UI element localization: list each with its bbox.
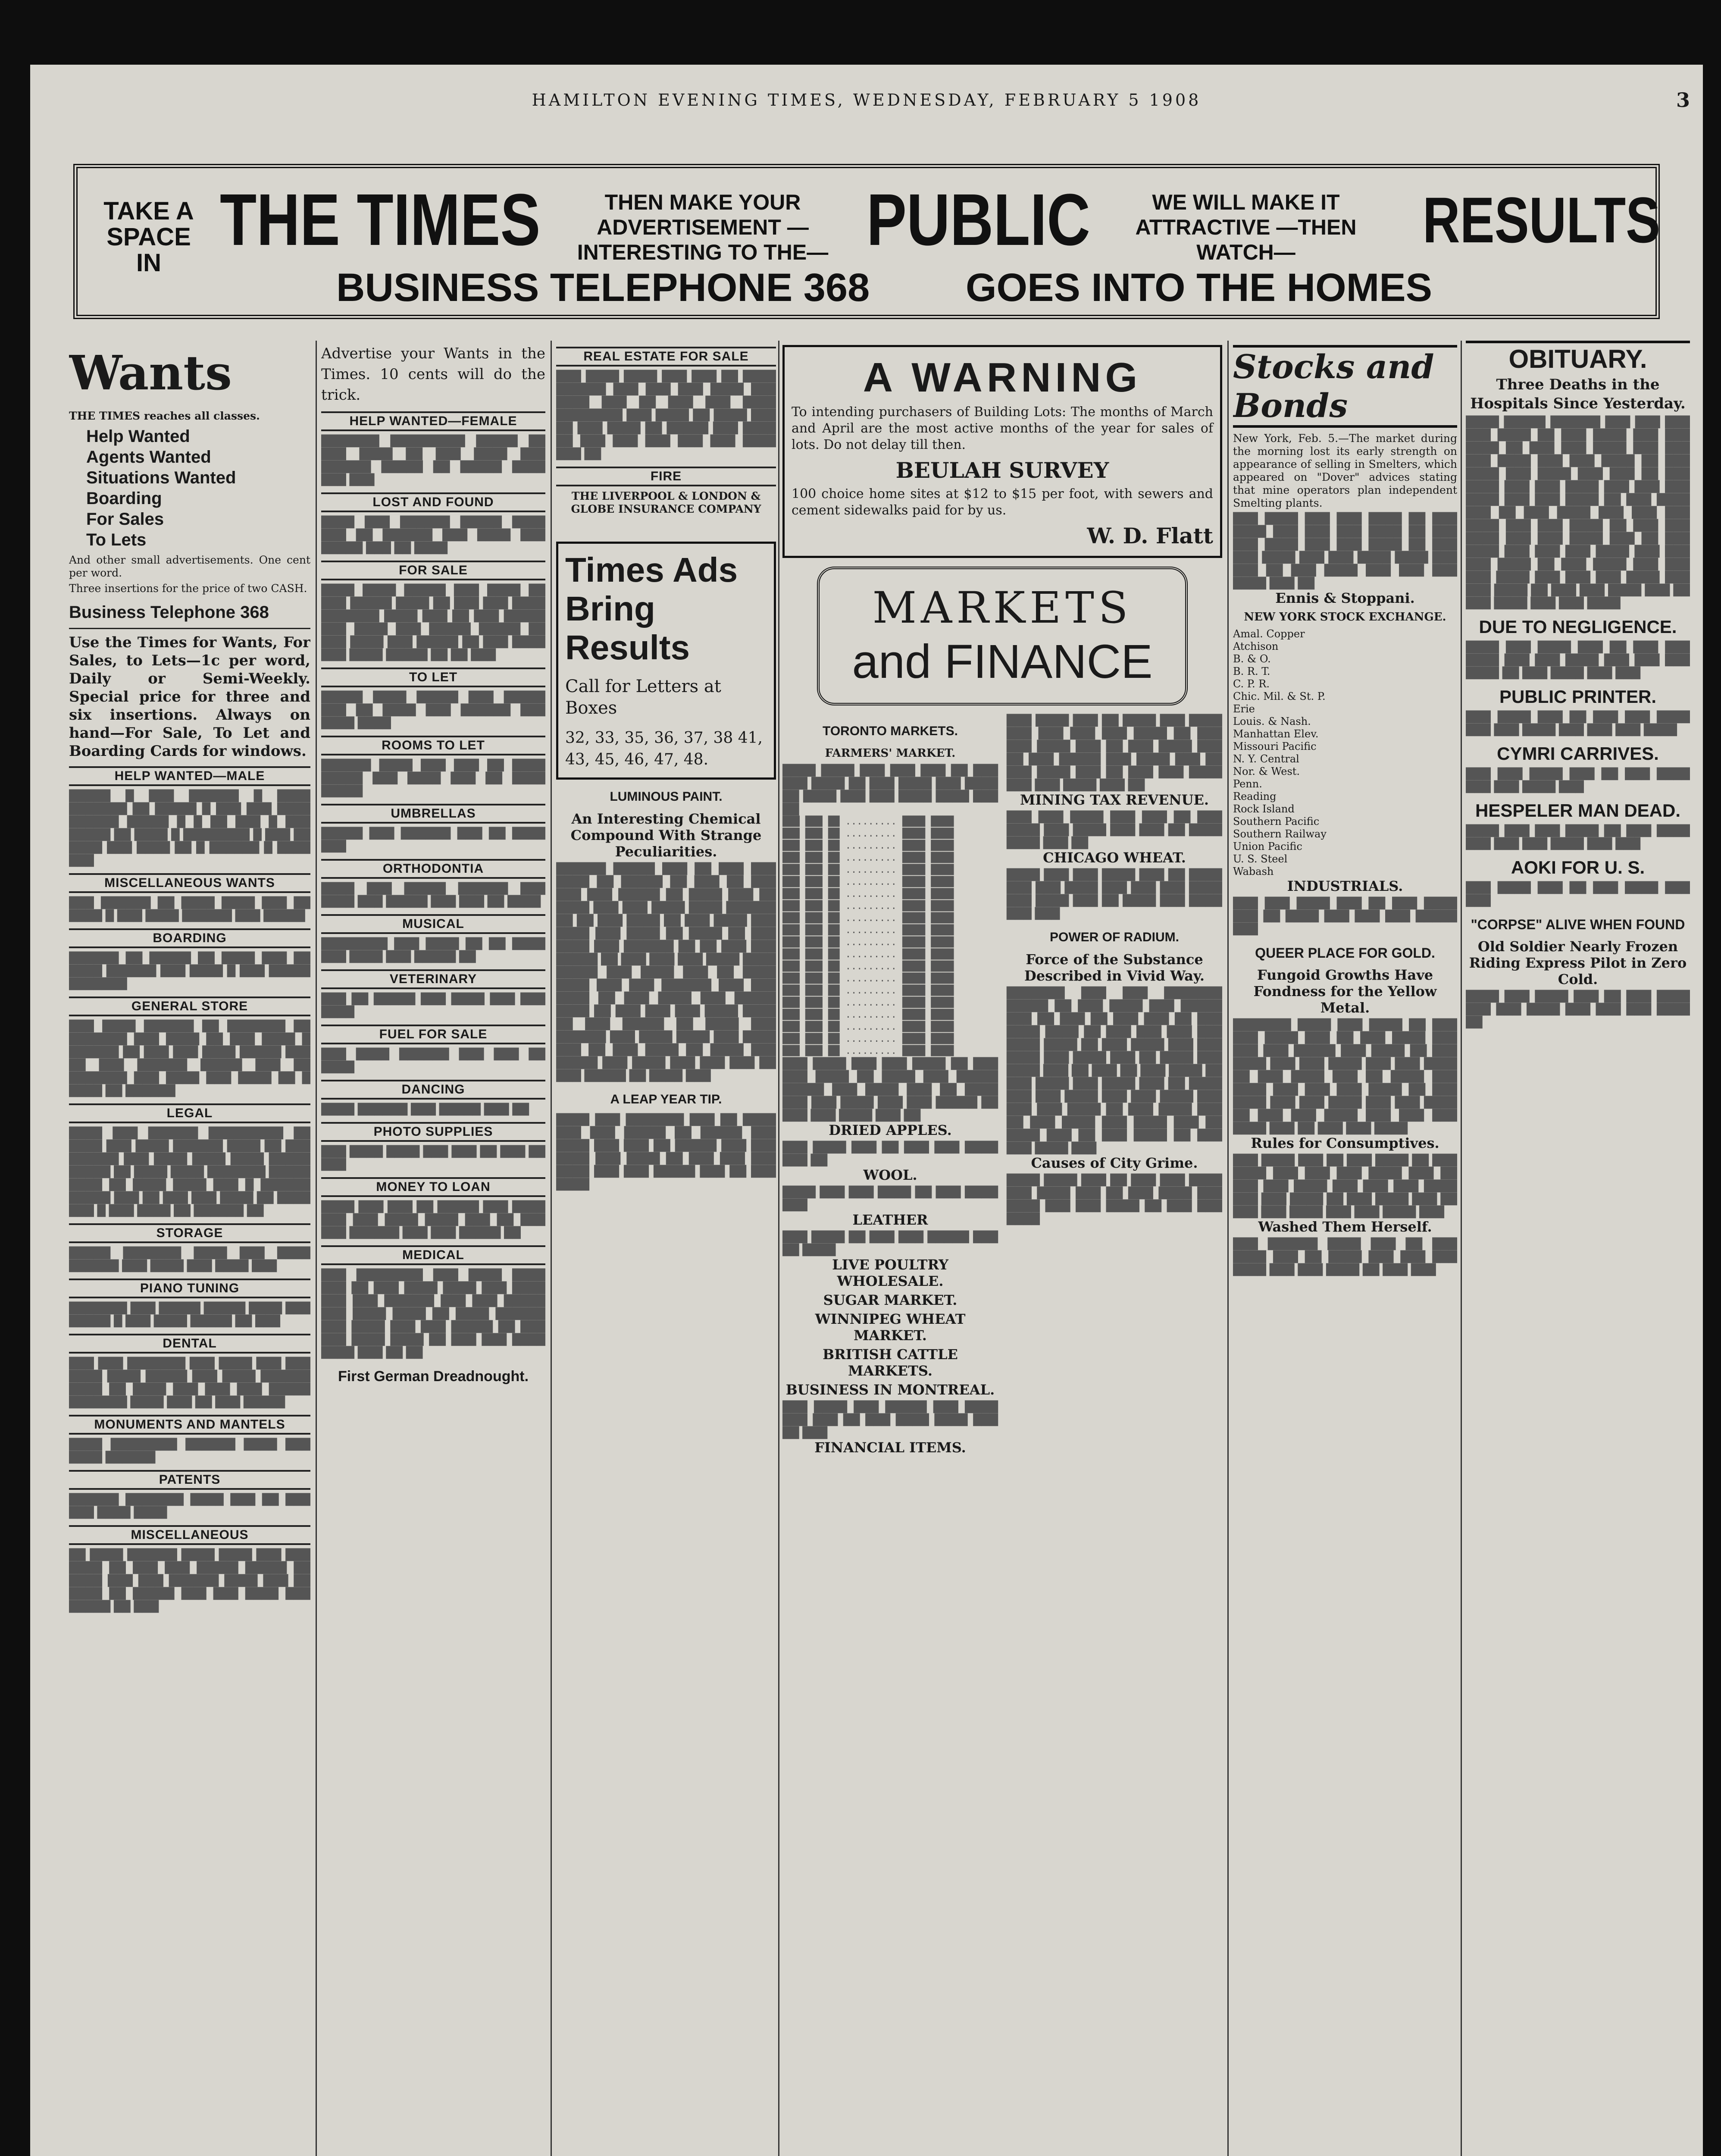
section-real-estate: REAL ESTATE FOR SALE	[556, 347, 776, 367]
banner-the-times: THE TIMES	[220, 179, 541, 261]
stock-row: Amal. Copper	[1233, 628, 1305, 640]
chicago-wheat: CHICAGO WHEAT.	[1043, 849, 1186, 866]
wants-note: And other small advertisements. One cent per word.	[69, 554, 310, 579]
winnipeg-wheat: WINNIPEG WHEAT MARKET.	[815, 1311, 966, 1344]
live-poultry: LIVE POULTRY WHOLESALE.	[832, 1257, 948, 1289]
column-rule	[551, 341, 552, 2156]
british-cattle: BRITISH CATTLE MARKETS.	[823, 1346, 958, 1379]
section-lost-and-found: LOST AND FOUND	[321, 492, 545, 512]
wants-insertions: Three insertions for the price of two CASH.	[69, 582, 307, 595]
markets-finance-banner	[817, 567, 1188, 705]
wants-intro: THE TIMES reaches all classes.	[69, 410, 260, 422]
section-monuments: MONUMENTS AND MANTELS	[69, 1415, 310, 1435]
dried-apples: DRIED APPLES.	[829, 1122, 952, 1138]
stock-row: Erie	[1233, 703, 1255, 715]
stocks-bonds-title: Stocks and Bonds	[1233, 345, 1457, 428]
page-header	[30, 65, 1703, 129]
stock-row: Southern Railway	[1233, 828, 1327, 840]
column-markets: A WARNING To intending purchasers of Building Lots: The months of March and April are the most active months of the year for sales of lots. Do not delay till then. BEULAH SURVEY 100 choice home sites at $12 to $15 per foot, with sewers and cement sidewalks paid for by us. W. D. Flatt MARKETS and FINANCE TORONTO MARKETS. FARMERS' MARKET. ████ ████ ███ ███ ███ ██ ███ ███ ████ ██ ███ ████ ███ ████ ██ ████ ███ ███ ████ ████ ███ ██ ███ ███ ██ ......... ████ ████ ███ ███ ██ ......... ████ ████ ███ ███ ██ ......... ████ ████ ███ ███ ██ ......... ████ ████ ███ ███ ██ ......... ████ ████ ███ ███ ██ ......... ████ ████ ███ ███ ██ ......... ████ ████ ███ ███ ██ ......... ████ ████ ███ ███ ██ ......... ████ ████ ███ ███ ██ ......... ████ ████ ███ ███ ██ ......... ████ ████ ███ ███ ██ ......... ████ ████ ███ ███ ██ ......... ████ ████ ███ ███ ██ ......... ████ ████ ███ ███ ██ ......... ████ ████ ███ ███ ██ ......... ████ ████ ███ ███ ██ ......... ████ ████ ███ ███ ██ ......... ████ ████ ███ ███ ██ ......... ████ ████ ███ ███ ██ ......... ████ ████ ███ ████ ███ ███ ████ ██ ███ ███ ████ ██ ████ ███ █████ █████ ███ ████ ███ ██ ████ ███ ███ ████ ███ ███ █████ ██ ███ ███ ████ ███ ██ DRIED APPLES. ███ ████ ███ ██ ███ ███ ████ ███ ██ WOOL. ████ ███ ███ ████ ██ ███ ████ ███ LEATHER ███ ████ ██ ███ ███ █████ ███ ██ ████ LIVE POULTRY WHOLESALE. SUGAR MARKET. WINNIPEG WHEAT MARKET. BRITISH CATTLE MARKETS. BUSINESS IN MONTREAL. ███ ████ ███ █████ ███ ████ ███ ███ ██ ███ ████ ████ ███ ██ ███ FINANCIAL ITEMS. ███ ████ ███ ██ ████ ███ ████ ███ ███ ███ ███ ████ ██ ███ ███ ████ ███ ██ ███ ████ ███ ██ ███ █████ ███ ████ ███ ██ ███ ████ ███ ██ ███ ███ ████ ███ ███ ████ ███ ██ MINING TAX REVENUE. ███ ███ ████ ███ ███ ██ ███ ████ ███ ████ ███ ███ ██ ████ ████ ███ ██ CHICAGO WHEAT. ████ ███ ███ ████ ███ ██ ████ ███ ███ ████ ███ ███ ███ ████ ███ ████ ███ ██ ████ ███ ████ ███ ███ POWER OF RADIUM. Force of the Substance Described in Vivid Way. ███████ ███ ███ ███████ █████ ██ ███ ████ ███ █████ ███ ██ ███ ██ ███ ███ ██ ███ ████ ████ ██ ███ ███ ███ ███ ████ ████ ██ ███ ████ ███ ███ ████ ███ ████ ███ ██ ████ ███ ████ ███ ██ ███ ██ ███ ████ ██ ███ ████ ███ ████ ███ ██ ████ ███ ███ ████ ███ ███ ████ ███ ███ ███ ████ ██ ███ ████ ███ ██ ███ ████ ███ ████ ███ ██ ████ ███ ██ ███ ████ ██ ███ ███ ████ ███ Causes of City Grime. ████ ████ ███ ██ ███ ███ ████ ███ ████ ███ ██ ███ ████ ███ ████ ███ ███ ████ ██ ███ ███ ████	[782, 341, 1222, 2156]
queer-place-gold: QUEER PLACE FOR GOLD.	[1255, 945, 1435, 961]
leather: LEATHER	[852, 1212, 928, 1228]
rules-consumptives: Rules for Consumptives.	[1251, 1135, 1439, 1151]
stock-row: C. P. R.	[1233, 678, 1270, 690]
section-fuel-for-sale: FUEL FOR SALE	[321, 1025, 545, 1044]
aoki-for-us: AOKI FOR U. S.	[1511, 857, 1645, 877]
list-item: To Lets	[86, 530, 147, 549]
radium-subhead: Force of the Substance Described in Vivid Way.	[1024, 951, 1205, 984]
wants-telephone: Business Telephone 368	[69, 603, 269, 622]
section-for-sale: FOR SALE	[321, 561, 545, 580]
sugar-market: SUGAR MARKET.	[823, 1292, 958, 1308]
mining-tax: MINING TAX REVENUE.	[1020, 792, 1209, 808]
column-rule	[316, 341, 317, 2156]
section-patents: PATENTS	[69, 1470, 310, 1490]
section-piano-tuning: PIANO TUNING	[69, 1279, 310, 1298]
section-dancing: DANCING	[321, 1080, 545, 1100]
city-grime: Causes of City Grime.	[1031, 1155, 1198, 1171]
stocks-text: New York, Feb. 5.—The market during the morning lost its early strength on appearance of selling in Smelters, which appeared on "Dover" advices stating that mine operators plan independent Smelting plants.	[1233, 432, 1457, 509]
stock-row: Rock Island	[1233, 803, 1295, 815]
hespeler-man-dead: HESPELER MAN DEAD.	[1475, 800, 1681, 821]
wool: WOOL.	[863, 1167, 917, 1183]
stock-row: Atchison	[1233, 640, 1279, 652]
stock-list	[1233, 628, 1457, 878]
column-classifieds: Advertise your Wants in the Times. 10 cents will do the trick. HELP WANTED—FEMALE ███████ █████████ █████ ██ ███ ████ ██ ███ ████ ███ ██████ █████ ██ █████ ████ ███ ███ LOST AND FOUND ████ ███ ██████ █████ ████ ███ ██ ██████ ███ ████ ███ █████ ███ ██ ████ FOR SALE ████ ████ █████ ███ ████ ██ ███ █████ ████ ██ ███ ███ ████ ███████ ████ ███ ██ ███ █████ ███ ████ ███ █████ █████ ██ ███ ████ ███ █████ ██ ███ ████ ███ ████ █████ ██ ██ ███ TO LET █████ ████ █████ ███ █████ ███ ██ ████ ███ ██████ ███ ████ ████ ROOMS TO LET ██████ ████ ███ ███ ██ ████ █████ ███ ████ ███ ██ ████ █████ UMBRELLAS █████ ███ ██████ ███ ██ ████ ███ ORTHODONTIA ████ ███ █████ ██████ ███ ████ ███ █████ ███ ███ ██ ████ MUSICAL ████████ ███ ████ ██ ██ ████ ███ ████ ███ █████ ██ VETERINARY ███ ██ █████ ███ ████ ███ ███ ████ FUEL FOR SALE ███ ████ ██████ ███ ███ ██ ████ DANCING ████ ██████ ███ █████ ███ ██ PHOTO SUPPLIES ███ ████ ████ ███ ███ ██ ███ ██ ███ MONEY TO LOAN ████ ███ ███ ██ █████ ███ ████ ███ ███ ████ ████ ███ ██ ███ ███ ██████ ███ ███ █████ ██ MEDICAL ███ ████████ ███ ████ ████ ███ ██ ███ ████ ████ ███ ████ ███ ███ ██████ ███ ███ █████ ███ ████ ████ ██ ████ ██████ ███ ████ ███ ███ █████ ██ ███ ███ ████ ████ ██ ███ ███ ████ ████ ███ ██ ██ First German Dreadnought.	[321, 341, 545, 2156]
beulah-text: 100 choice home sites at $12 to $15 per foot, with sewers and cement sidewalks paid for by us.	[792, 486, 1213, 518]
washed-them-herself: Washed Them Herself.	[1258, 1219, 1432, 1235]
insurance-company: THE LIVERPOOL & LONDON & GLOBE INSURANCE COMPANY	[571, 490, 761, 515]
section-dental: DENTAL	[69, 1334, 310, 1354]
stock-row: B. & O.	[1233, 653, 1271, 665]
warning-headline: A WARNING	[863, 354, 1142, 401]
three-deaths: Three Deaths in the Hospitals Since Yesterday.	[1470, 376, 1686, 412]
stock-row: Wabash	[1233, 865, 1274, 877]
column-wants: Wants THE TIMES reaches all classes. Help Wanted Agents Wanted Situations Wanted Boarding For Sales To Lets And other small advertisements. One cent per word. Three insertions for the price of two CASH. Business Telephone 368 Use the Times for Wants, For Sales, to Lets—1c per word, Daily or Semi-Weekly. Special price for three and six insertions. Always on hand—For Sale, To Let and Boarding Cards for windows. HELP WANTED—MALE █████ █ ███ ██████ █ ████ ███████ ██ █████ █ ███ ███ ████ ██████ █████ █ █ ██ ███ █ ███ █████ ██ ████ █ ████████ █ ███ ██ ████ ███ ████ ██ █ ██████ █ ████ ███ MISCELLANEOUS WANTS ███ ██████ ██ ████ ████ ███ ██ ████ █ ███ ████ ██████ ███ █████ BOARDING ██████ ██ █████ ██ ████ ███ ██ ████ ██████ ███ ████ █ ███ █████ ███████ GENERAL STORE ███ ████ ██████ ██ ███████ ██ ███████ ███ ████ ██ ███ ████ █ ██████ ██ ███ ███ ████ █████ ███ ██ ███ ██████ █████ ███ ██ ███████ ███ ████ ███ ████ ██ █ ████ ██ ██████ LEGAL ████ ███ ██████ █████████ ██ ████ ███ ████ ██████ ████ ██ ███ ██████ ███ ████ ████ ████ █████ █████ ██ ████ ████ ███████ █████ ████ ██ ████ ████ ███ █ ██████ █████ ███ ██ ███ ███ ████ ██ ████ ███ █ ███ ████ ██ ██████ ██ STORAGE █████ ███████ ████ ███ ████ ██████ ███ ████ ███ ████ ███ PIANO TUNING ███████ ███ █████ █████ ████ ███ █████ █ ███ ████ █████ ██ ███ DENTAL ███ ███ ███████ ███ ████ ███ ███ ████ ████ █████ ███ ████ ██████ ████ ██ ████ ███ ███ ███ █████ ███████ ████ ███ ██ ███ █████ MONUMENTS AND MANTELS ████ ████████ ██████ ████ ███ ████ ██████ PATENTS ██████ ███████ ████ ███ ██ ███ ███ ████ ████ MISCELLANEOUS ██ ████ ██████ ████ ████ ███ ███ ████ ██ ███ ███ █████ █████ ██ ████ ███ ███ ██████ ████ ███ ██ ████ ██ █████ ███ ███ ████ ███ █████ ██ ███	[69, 345, 310, 1613]
list-item: Situations Wanted	[86, 468, 236, 487]
stock-row: U. S. Steel	[1233, 853, 1288, 865]
column-obituary: OBITUARY. Three Deaths in the Hospitals Since Yesterday. ████ █████ ██████ ███ ███ ███ ███ ████ ██ ███ ████ ███ ███ ████ ██ ███ ███ ████ ███ ███ ███ ████ ███ ███ ████ ██ ███ ████ ███ ████ ███ ███ ██ ███ ████ ███ ███ ████ ███ ███ ███ ████ ███ ███ ████ ██ ███ ████ ███ ██ ███ ████ ███ ███ ███ ████ ███ ███ ████ ██ ███ ███ ████ ███ ███ ████ ███ ██ ███ ████ ███ ███ ███ ████ ███ ███ ███ ████ ██ ███ ████ ███ ███ ███ ████ ███ ███ ███ ████ ███ ███ ████ ██ ███ ███ ████ ███ ██ ███ ████ ███ ███ ████ DUE TO NEGLIGENCE. ████ ███ ████ ███ ██ ███ ███ ████ ███ ███ ████ ███ ███ ███ ████ ██ ███ ████ ███ ███ PUBLIC PRINTER. ███ ████ ███ ██ ███ ███ ████ ███ ███ ████ ███ ███ ███ ████ CYMRI CARRIVES. ███ ███ ████ ███ ██ ███ ████ ███ ███ ████ ███ HESPELER MAN DEAD. ████ ███ ███ ████ ██ ███ ████ ███ ███ ███ ████ ███ ███ AOKI FOR U. S. ███ ████ ███ ██ ███ ████ ███ ███ "CORPSE" ALIVE WHEN FOUND Old Soldier Nearly Frozen Riding Express Pilot in Zero Cold. ████ ███ ████ ███ ██ ███ ████ ███ ███ ████ ███ ███ ███ ████ ██	[1466, 341, 1690, 2156]
wants-list	[86, 426, 310, 550]
section-rooms-to-let: ROOMS TO LET	[321, 736, 545, 755]
luminous-paint-headline: LUMINOUS PAINT.	[610, 790, 723, 804]
industrials: INDUSTRIALS.	[1287, 878, 1403, 894]
stock-row: Penn.	[1233, 778, 1262, 790]
times-banner-ad	[73, 164, 1660, 319]
banner-public: PUBLIC	[867, 179, 1090, 261]
stock-row: Southern Pacific	[1233, 815, 1320, 827]
page-number: 3	[1676, 88, 1690, 112]
call-letters: Call for Letters at Boxes	[565, 677, 721, 718]
stock-row: Missouri Pacific	[1233, 740, 1317, 752]
corpse-alive: "CORPSE" ALIVE WHEN FOUND	[1471, 917, 1685, 932]
column-rule	[1461, 341, 1462, 2156]
section-musical: MUSICAL	[321, 914, 545, 934]
section-help-wanted-female: HELP WANTED—FEMALE	[321, 411, 545, 431]
ennis-stoppani: Ennis & Stoppani.	[1275, 590, 1415, 606]
column-rule	[1227, 341, 1229, 2156]
section-legal: LEGAL	[69, 1103, 310, 1123]
section-veterinary: VETERINARY	[321, 969, 545, 989]
banner-business-telephone: BUSINESS TELEPHONE 368	[336, 266, 870, 310]
fungoid-subhead: Fungoid Growths Have Fondness for the Yellow Metal.	[1253, 967, 1437, 1016]
banner-take-space: TAKE A SPACE IN	[103, 197, 194, 277]
warning-text: To intending purchasers of Building Lots: The months of March and April are the most active months of the year for sales of lots. Do not delay till then.	[792, 404, 1213, 452]
power-of-radium: POWER OF RADIUM.	[1050, 930, 1179, 944]
times-ads-title: Times Ads Bring Results	[565, 551, 738, 667]
section-umbrellas: UMBRELLAS	[321, 804, 545, 824]
cymri-carrives: CYMRI CARRIVES.	[1497, 743, 1659, 764]
financial-items: FINANCIAL ITEMS.	[814, 1439, 966, 1456]
column-rule	[778, 341, 779, 2156]
list-item: For Sales	[86, 510, 164, 529]
leap-year-headline: A LEAP YEAR TIP.	[610, 1092, 722, 1106]
times-ads-box	[556, 542, 776, 780]
warning-ad	[782, 345, 1222, 558]
obituary-title: OBITUARY.	[1466, 341, 1690, 375]
stock-row: Reading	[1233, 790, 1277, 802]
business-montreal: BUSINESS IN MONTREAL.	[785, 1382, 995, 1398]
stock-row: Manhattan Elev.	[1233, 728, 1319, 740]
section-medical: MEDICAL	[321, 1245, 545, 1265]
ny-stock-exchange: NEW YORK STOCK EXCHANGE.	[1244, 611, 1446, 624]
farmers-market: FARMERS' MARKET.	[825, 747, 956, 760]
list-item: Agents Wanted	[86, 448, 211, 467]
markets-label: MARKETS	[872, 583, 1133, 633]
wants-title: Wants	[69, 345, 232, 401]
wants-promo: Use the Times for Wants, For Sales, to Lets—1c per word, Daily or Semi-Weekly. Special price for three and six insertions. Always on hand—For Sale, To Let and Boarding Cards for windows.	[69, 634, 310, 760]
masthead-title: HAMILTON EVENING TIMES, WEDNESDAY, FEBRUARY 5 1908	[532, 91, 1202, 110]
banner-then-make: THEN MAKE YOUR ADVERTISEMENT —INTERESTING TO THE—	[577, 190, 829, 264]
section-to-let: TO LET	[321, 667, 545, 687]
list-item: Boarding	[86, 489, 162, 508]
wd-flatt: W. D. Flatt	[1087, 523, 1213, 548]
list-item: Help Wanted	[86, 427, 190, 446]
section-misc-wants: MISCELLANEOUS WANTS	[69, 873, 310, 893]
column-stocks: Stocks and Bonds New York, Feb. 5.—The market during the morning lost its early strength on appearance of selling in Smelters, which appeared on "Dover" advices stating that mine operators plan independent Smelting plants. ███ ████ ███ ███ ████ ██ ███ ████ ███ ███ ███ ████ ██ ███ ███ ████ ███ ███ ████ ██ ███ ███ ████ ███ ███ ████ ████ ███ ███ ██ ███ ████ ███ ███ ███ ████ ███ ██ Ennis & Stoppani. NEW YORK STOCK EXCHANGE. Amal. Copper Atchison B. & O. B. R. T. C. P. R. Chic. Mil. & St. P. Erie Louis. & Nash. Manhattan Elev. Missouri Pacific N. Y. Central Nor. & West. Penn. Reading Rock Island Southern Pacific Southern Railway Union Pacific U. S. Steel Wabash INDUSTRIALS. ███ ███ ████ ███ ██ ███ ████ ███ ██ ████ ███ ███ ███ █████ ███ QUEER PLACE FOR GOLD. Fungoid Growths Have Fondness for the Yellow Metal. ███████ ████ ███ ████ ██ ███ ███ ████ ███ ██ ███ ████ ███ ███ ███ █████ ███ ████ ██ ███ ████ ███ ███ ████ ███ ███ ████ ██ ███ ████ ███ ██ ████ ███ ████ ███ ███ ███ ████ ██ ███ ████ ███ ███ ████ ███ ███ ████ ██ ███ ███ ████ ███ ███ ███ ████ ███ ██ ███ ███ ████ Rules for Consumptives. ███ ████ ███ ██ ███ ████ ██ ███ ████ ███ ███ ███ ████ ███ ██ ███ ███ ████ ███ ███ ███ ████ ███ ███ ████ ██ ███ ████ ███ ██ ███ ███ ████ ███ ███ ████ ███ Washed Them Herself. ███ ██████ ████ ███ ██ ███ ████ ███ ██ ████ ███ ███ ███ ████ ███ ███ ████ ██ ███ ███	[1233, 341, 1457, 2156]
toronto-markets: TORONTO MARKETS.	[823, 724, 958, 738]
stock-row: B. R. T.	[1233, 665, 1270, 677]
finance-label: and FINANCE	[852, 635, 1153, 688]
section-general-store: GENERAL STORE	[69, 997, 310, 1016]
section-miscellaneous: MISCELLANEOUS	[69, 1525, 310, 1545]
dreadnought-headline: First German Dreadnought.	[338, 1368, 529, 1385]
section-orthodontia: ORTHODONTIA	[321, 859, 545, 879]
section-help-wanted-male: HELP WANTED—MALE	[69, 766, 310, 786]
stock-row: Nor. & West.	[1233, 765, 1300, 777]
stock-row: Chic. Mil. & St. P.	[1233, 690, 1326, 702]
section-money-to-loan: MONEY TO LOAN	[321, 1177, 545, 1197]
classified-ads: █████ █ ███ ██████ █ ████ ███████ ██ █████ █ ███ ███ ████ ██████ █████ █ █ ██ ███ █ ███ █████ ██ ████ █ ████████ █ ███ ██ ████ ███ ████ ██ █ ██████ █ ████ ███	[69, 790, 310, 867]
box-numbers: 32, 33, 35, 36, 37, 38 41, 43, 45, 46, 47, 48.	[565, 729, 763, 768]
section-photo-supplies: PHOTO SUPPLIES	[321, 1122, 545, 1142]
newspaper-page	[30, 65, 1703, 2156]
stock-row: N. Y. Central	[1233, 753, 1299, 765]
column-real-estate: REAL ESTATE FOR SALE ███ ████ ████ ███ ███ ██ ████ ██████ ███ ███ ███ ████ ███ ████ ███ ██ ███ ███ ████ ████████ ███ ████ ██ ████ ███ ██ ███ ████ ██ █████ ███ ████ ██ ███ ███ ███ ███ ███ ████ ███ ██ FIRE THE LIVERPOOL & LONDON & GLOBE INSURANCE COMPANY Times Ads Bring Results Call for Letters at Boxes 32, 33, 35, 36, 37, 38 41, 43, 45, 46, 47, 48. LUMINOUS PAINT. An Interesting Chemical Compound With Strange Peculiarities. ██████ █████ ███ ██ ███ ███ ████ ██ █████ ██ ███ ██ ███ ███ ███ █████ ██ ████ ███ ██ ████ ███ ███ ████ ████ ██████ ██ ██ ███ ████ ██ ███ ████ ███ ████ ███ ████ ██ ████ ██ ███ ████ ███ ██████ ██ ██ ███ ███ █████ ██ ███ ███ ███ ████ ████ █████ ███ ████ ███ ██ ████ ████ ███ ███ ██████ ███ ███ ████ ██ ███ ████ ███ █████ ████ ██ ███ ███ ███ ████ ████ ██ ███ █████ ██ ████ ███ ██████ ███ ████ ████ ███ ████ ███ ██ ███ ████ ██ ████ ███ █████ ███ ████ ███ ███ ███ ██ ███ █████ ██ ████ ███ A LEAP YEAR TIP. ████ ███ ███████ ███ ██ ████ ███ ███ █████ ██ █████ ███ ████ ███ ███ ██ █████ ███ ███ ████ ███ ████ ██ ███ ███ ███ ████ ███ ███ █████ ███ ██ ███ ████	[556, 341, 776, 2156]
luminous-paint-subhead: An Interesting Chemical Compound With Strange Peculiarities.	[570, 811, 762, 860]
public-printer: PUBLIC PRINTER.	[1499, 686, 1656, 707]
section-storage: STORAGE	[69, 1223, 310, 1243]
banner-we-will: WE WILL MAKE IT ATTRACTIVE —THEN WATCH—	[1135, 190, 1357, 264]
banner-goes-into-homes: GOES INTO THE HOMES	[966, 266, 1432, 310]
section-boarding: BOARDING	[69, 928, 310, 948]
stock-row: Union Pacific	[1233, 840, 1302, 852]
banner-results: RESULTS	[1423, 184, 1661, 256]
section-fire: FIRE	[556, 467, 776, 486]
col2-intro: Advertise your Wants in the Times. 10 cents will do the trick.	[321, 345, 545, 404]
stock-row: Louis. & Nash.	[1233, 715, 1311, 727]
beulah-survey: BEULAH SURVEY	[895, 458, 1109, 483]
old-soldier: Old Soldier Nearly Frozen Riding Express Pilot in Zero Cold.	[1469, 938, 1687, 987]
due-to-negligence: DUE TO NEGLIGENCE.	[1479, 617, 1677, 637]
